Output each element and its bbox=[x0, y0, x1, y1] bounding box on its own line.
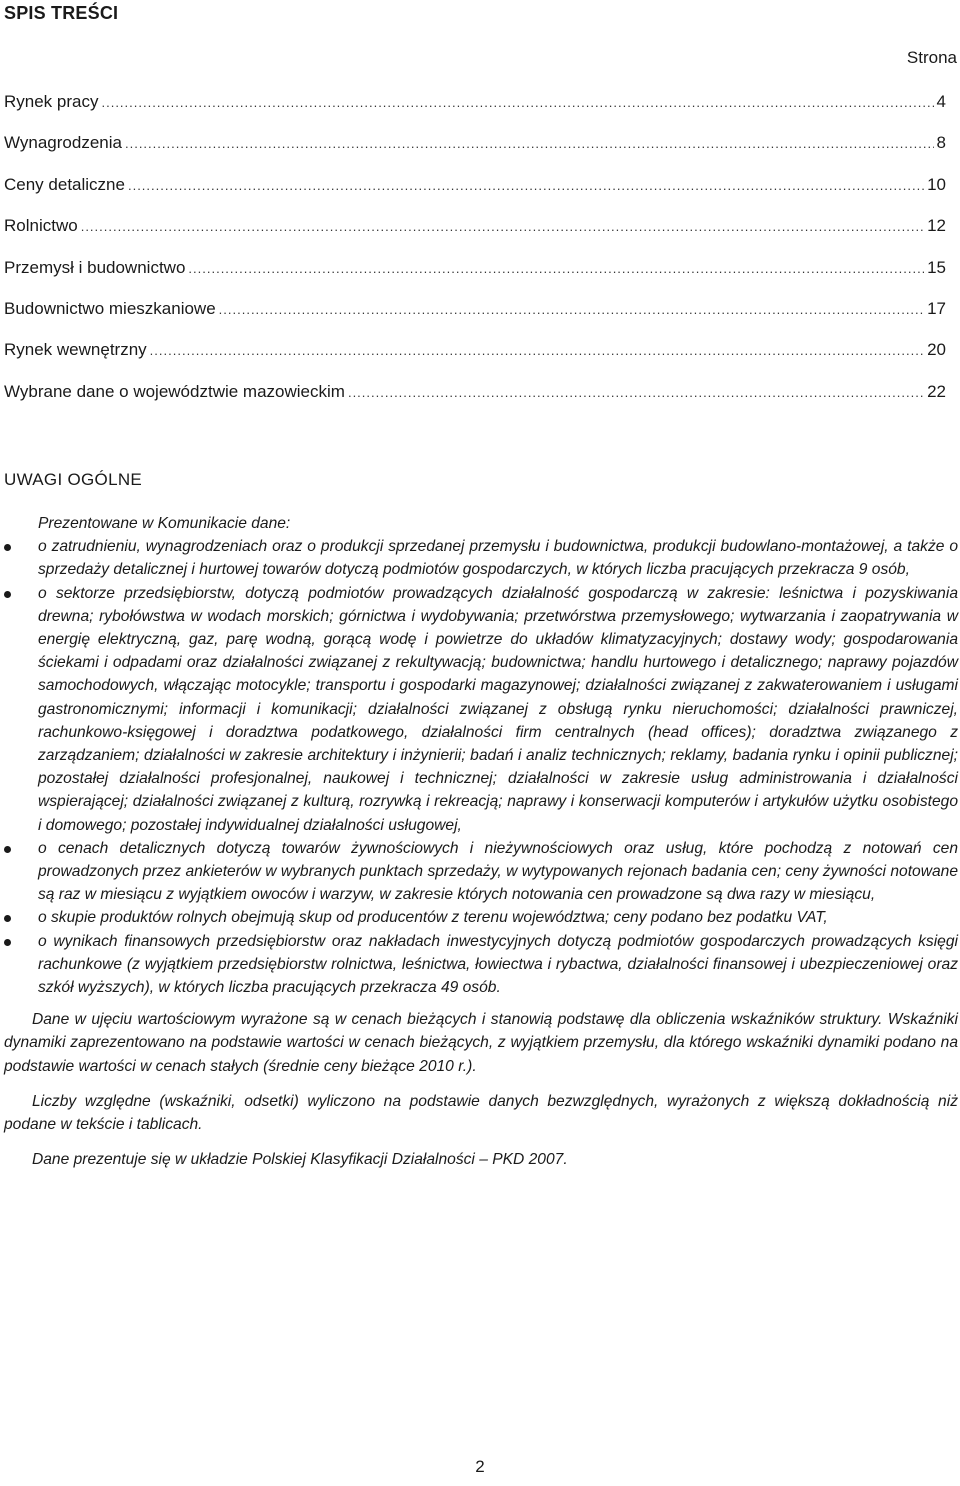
notes-paragraph-values: Dane w ujęciu wartościowym wyrażone są w cenach bieżących i stanowią podstawę dla obliczenia wskaźników struktury. Wskaźniki dynamiki zaprezentowano na podstawie wartości w cenach bieżących, z wyjątkiem przemysłu, dla którego wskaźniki dynamiki podano na podstawie wartości w cenach stałych (średnie ceny bieżące 2010 r.). bbox=[4, 1011, 958, 1075]
toc-entry-label: Rolnictwo bbox=[4, 216, 78, 236]
bullet-item bbox=[4, 535, 958, 581]
bullet-text: o skupie produktów rolnych obejmują skup od producentów z terenu województwa; ceny podano bez podatku VAT, bbox=[38, 909, 828, 927]
toc-list bbox=[4, 92, 946, 423]
bullet-icon bbox=[4, 591, 11, 598]
toc-entry[interactable] bbox=[4, 133, 946, 174]
toc-entry-label: Wybrane dane o województwie mazowieckim bbox=[4, 381, 345, 401]
toc-leader-dots bbox=[150, 343, 924, 358]
toc-leader-dots bbox=[81, 219, 924, 234]
toc-leader-dots bbox=[219, 302, 924, 317]
page-number: 2 bbox=[475, 1457, 485, 1476]
bullet-text: o cenach detalicznych dotyczą towarów żywnościowych i nieżywnościowych oraz usług, które pochodzą z notowań cen prowadzonych przez ankieterów w wybranych punktach sprzedaży, w wytypowanych rejonach badania cen; ceny żywności notowane są raz w miesiącu z wyjątkiem owoców i warzyw, w zakresie których notowania cen prowadzone są dwa razy w miesiącu, bbox=[38, 839, 958, 904]
notes-bullet-list bbox=[4, 535, 958, 999]
toc-leader-dots bbox=[125, 136, 934, 151]
section-title: UWAGI OGÓLNE bbox=[4, 470, 143, 489]
bullet-item bbox=[4, 837, 958, 907]
notes-intro: Prezentowane w Komunikacie dane: bbox=[38, 515, 291, 532]
toc-entry-label: Przemysł i budownictwo bbox=[4, 257, 186, 277]
toc-entry-page: 17 bbox=[927, 298, 946, 318]
bullet-item bbox=[4, 906, 958, 929]
toc-entry-page: 15 bbox=[927, 257, 946, 277]
toc-entry-label: Rynek pracy bbox=[4, 92, 99, 111]
toc-entry-page: 8 bbox=[936, 133, 946, 153]
toc-entry-page: 10 bbox=[927, 174, 946, 194]
toc-entry[interactable] bbox=[4, 382, 946, 423]
toc-entry-label: Rynek wewnętrzny bbox=[4, 340, 147, 360]
toc-leader-dots bbox=[101, 95, 933, 110]
bullet-icon bbox=[4, 846, 11, 853]
toc-entry-page: 20 bbox=[927, 340, 946, 360]
bullet-icon bbox=[4, 939, 11, 946]
notes-paragraph-pkd: Dane prezentuje się w układzie Polskiej Klasyfikacji Działalności – PKD 2007. bbox=[32, 1151, 568, 1169]
toc-page-column-header: Strona bbox=[906, 48, 957, 67]
bullet-item bbox=[4, 930, 958, 1000]
notes-paragraph-relative-numbers: Liczby względne (wskaźniki, odsetki) wyliczono na podstawie danych bezwzględnych, wyrażonych z większą dokładnością niż podane w tekście i tablicach. bbox=[4, 1092, 958, 1134]
bullet-text: o zatrudnieniu, wynagrodzeniach oraz o produkcji sprzedanej przemysłu i budownictwa, produkcji budowlano-montażowej, a także o sprzedaży detalicznej i hurtowej towarów dotyczą podmiotów gospodarczych, w których liczba pracujących przekracza 9 osób, bbox=[38, 538, 958, 579]
bullet-text: o sektorze przedsiębiorstw, dotyczą podmiotów prowadzących działalność gospodarczą w zakresie: leśnictwa i pozyskiwania drewna; rybołówstwa w wodach morskich; górnictwa i wydobywania; przetwórstwa przemysłowego; wytwarzania i zaopatrywania w energię elektryczną, gaz, parę wodną, gorącą wodę i powietrze do układów klimatyzacyjnych; dostawy wody; gospodarowania ściekami i odpadami oraz działalności związanej z rekultywacją; budownictwa; handlu hurtowego i detalicznego; naprawy pojazdów samochodowych, włączając motocykle; transportu i gospodarki magazynowej; działalności związanej z zakwaterowaniem i usługami gastronomicznymi; informacji i komunikacji; działalności związanej z obsługą rynku nieruchomości; działalności prawniczej, rachunkowo-księgowej i doradztwa podatkowego, działalności firm centralnych (head offices); doradztwa związanego z zarządzaniem; działalności w zakresie architektury i inżynierii; badań i analiz technicznych; reklamy, badania rynku i opinii publicznej; pozostałej działalności profesjonalnej, naukowej i technicznej; działalności w zakresie usług administrowania i działalności wspierającej; działalności związanej z kulturą, rozrywką i rekreacją; naprawy i konserwacji komputerów i artykułów użytku osobistego i domowego; pozostałej indywidualnej działalności usługowej, bbox=[38, 584, 958, 834]
toc-leader-dots bbox=[188, 261, 924, 276]
toc-entry[interactable] bbox=[4, 216, 946, 257]
toc-entry[interactable] bbox=[4, 258, 946, 299]
toc-title: SPIS TREŚCI bbox=[4, 3, 119, 23]
toc-entry[interactable] bbox=[4, 299, 946, 340]
bullet-text: o wynikach finansowych przedsiębiorstw oraz nakładach inwestycyjnych dotyczą podmiotów gospodarczych prowadzących księgi rachunkowe (z wyjątkiem przedsiębiorstw rolnictwa, leśnictwa, łowiectwa i rybactwa, działalności finansowej i ubezpieczeniowej oraz szkół wyższych), w których liczba pracujących przekracza 49 osób. bbox=[38, 932, 958, 997]
bullet-icon bbox=[4, 544, 11, 551]
toc-entry-page: 12 bbox=[927, 216, 946, 236]
toc-entry-page: 22 bbox=[927, 381, 946, 401]
toc-entry-label: Ceny detaliczne bbox=[4, 174, 125, 194]
toc-entry[interactable] bbox=[4, 340, 946, 381]
bullet-item bbox=[4, 582, 958, 837]
bullet-icon bbox=[4, 915, 11, 922]
toc-leader-dots bbox=[348, 385, 924, 400]
general-notes bbox=[4, 512, 958, 1171]
toc-entry[interactable] bbox=[4, 175, 946, 216]
toc-entry-label: Budownictwo mieszkaniowe bbox=[4, 298, 216, 318]
toc-entry[interactable] bbox=[4, 92, 946, 133]
toc-entry-page: 4 bbox=[936, 92, 946, 111]
toc-entry-label: Wynagrodzenia bbox=[4, 133, 122, 153]
toc-leader-dots bbox=[128, 178, 924, 193]
